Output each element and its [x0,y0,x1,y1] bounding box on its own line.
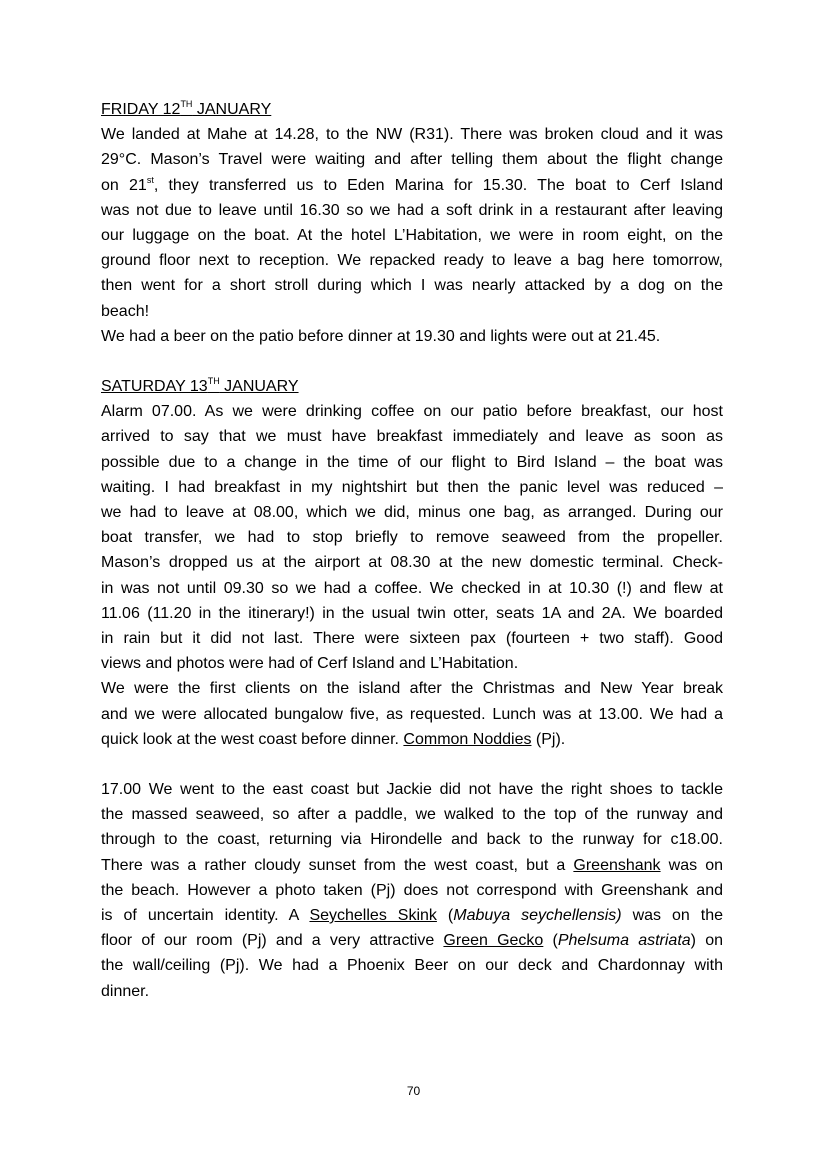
page-number: 70 [406,1084,421,1098]
ordinal-suffix: TH [207,376,220,387]
text-line [101,550,723,575]
text-line [101,273,723,298]
text-segment: ( [543,932,558,950]
text-segment: possible due to a change in the time of our flight to Bird Island – the boat was [101,453,723,471]
text-segment: JANUARY [219,378,299,396]
text-segment: the beach. However a photo taken (Pj) does not correspond with Greenshank and [101,881,723,899]
text-segment: beach! [101,302,150,320]
text-segment: FRIDAY 12 [101,101,181,118]
text-line [101,147,723,172]
text-line [101,399,723,424]
text-segment: dinner. [101,982,150,1000]
text-segment: 17.00 We went to the east coast but Jackie did not have the right shoes to tackle [101,781,723,799]
text-segment: quick look at the west coast before dinner. [101,730,404,748]
text-line [101,525,723,550]
text-line [101,601,723,626]
text-segment: arrived to say that we must have breakfast immediately and leave as soon as [101,428,723,446]
text-segment: 11.06 (11.20 in the itinerary!) in the usual twin otter, seats 1A and 2A. We boarded [101,604,723,622]
text-line [101,928,723,953]
text-line [101,777,723,802]
text-segment: SATURDAY 13 [101,378,208,396]
text-segment: 29°C. Mason’s Travel were waiting and after telling them about the flight change [101,151,723,169]
text-segment: the wall/ceiling (Pj). We had a Phoenix Beer on our deck and Chardonnay with [101,957,723,975]
text-segment: in rain but it did not last. There were sixteen pax (fourteen + two staff). Good [101,629,723,647]
species-name: Seychelles Skink [309,907,437,924]
text-line [101,450,723,475]
text-line [101,979,723,1004]
text-segment: was on the [621,907,724,924]
text-segment: (Pj). [531,730,566,748]
text-line [101,827,723,852]
ordinal-suffix: TH [180,99,193,109]
text-line [101,198,723,223]
ordinal-suffix: st [146,174,154,185]
scientific-name: Phelsuma astriata [557,932,691,950]
scientific-name: Mabuya seychellensis) [453,907,622,924]
document-body [101,97,723,1004]
text-line [101,626,723,651]
text-line [101,223,723,248]
text-line [101,122,723,147]
text-segment: was not due to leave until 16.30 so we had a soft drink in a restaurant after leaving [101,201,723,219]
species-name: Greenshank [573,856,661,874]
section-heading [101,374,723,399]
text-segment: We were the first clients on the island after the Christmas and New Year break [101,680,723,698]
text-line [101,173,723,198]
text-line [101,324,723,349]
paragraph-spacer [101,349,723,374]
species-name: Green Gecko [443,932,544,950]
text-line [101,475,723,500]
text-segment: views and photos were had of Cerf Island and L’Habitation. [101,655,519,673]
text-line [101,702,723,727]
text-line [101,676,723,701]
text-line [101,878,723,903]
text-line [101,651,723,676]
text-segment: our luggage on the boat. At the hotel L’Habitation, we were in room eight, on the [101,226,723,244]
paragraph-spacer [101,752,723,777]
text-segment: and we were allocated bungalow five, as requested. Lunch was at 13.00. We had a [101,705,723,723]
text-segment: was on [660,856,723,874]
text-segment: ) on [690,932,723,950]
species-name: Common Noddies [403,730,532,748]
text-line [101,576,723,601]
text-line [101,248,723,273]
text-segment: is of uncertain identity. A [101,907,310,924]
text-segment: ( [436,907,454,924]
text-segment: in was not until 09.30 so we had a coffee. We checked in at 10.30 (!) and flew at [101,579,723,597]
text-segment: then went for a short stroll during which I was nearly attacked by a dog on the [101,277,723,295]
text-segment: There was a rather cloudy sunset from the west coast, but a [101,856,574,874]
text-line [101,727,723,752]
text-segment: We landed at Mahe at 14.28, to the NW (R31). There was broken cloud and it was [101,126,723,144]
text-segment: , they transferred us to Eden Marina for 15.30. The boat to Cerf Island [153,176,723,194]
text-segment: floor of our room (Pj) and a very attractive [101,932,444,950]
text-segment: Alarm 07.00. As we were drinking coffee on our patio before breakfast, our host [101,403,723,421]
text-segment: we had to leave at 08.00, which we did, minus one bag, as arranged. During our [101,504,723,521]
text-line [101,500,723,525]
text-line [101,424,723,449]
text-segment: We had a beer on the patio before dinner at 19.30 and lights were out at 21.45. [101,327,661,345]
text-segment: JANUARY [192,101,272,118]
text-line [101,299,723,324]
text-segment: on 21 [101,176,147,194]
text-line [101,953,723,978]
text-line [101,853,723,878]
text-line [101,903,723,928]
section-heading [101,97,723,122]
text-segment: Mason’s dropped us at the airport at 08.30 at the new domestic terminal. Check- [101,554,723,572]
text-line [101,802,723,827]
text-segment: the massed seaweed, so after a paddle, we walked to the top of the runway and [101,806,723,824]
text-segment: waiting. I had breakfast in my nightshirt but then the panic level was reduced – [101,478,723,496]
text-segment: through to the coast, returning via Hirondelle and back to the runway for c18.00. [101,831,723,849]
text-segment: boat transfer, we had to stop briefly to remove seaweed from the propeller. [101,529,723,547]
text-segment: ground floor next to reception. We repacked ready to leave a bag here tomorrow, [101,252,723,270]
